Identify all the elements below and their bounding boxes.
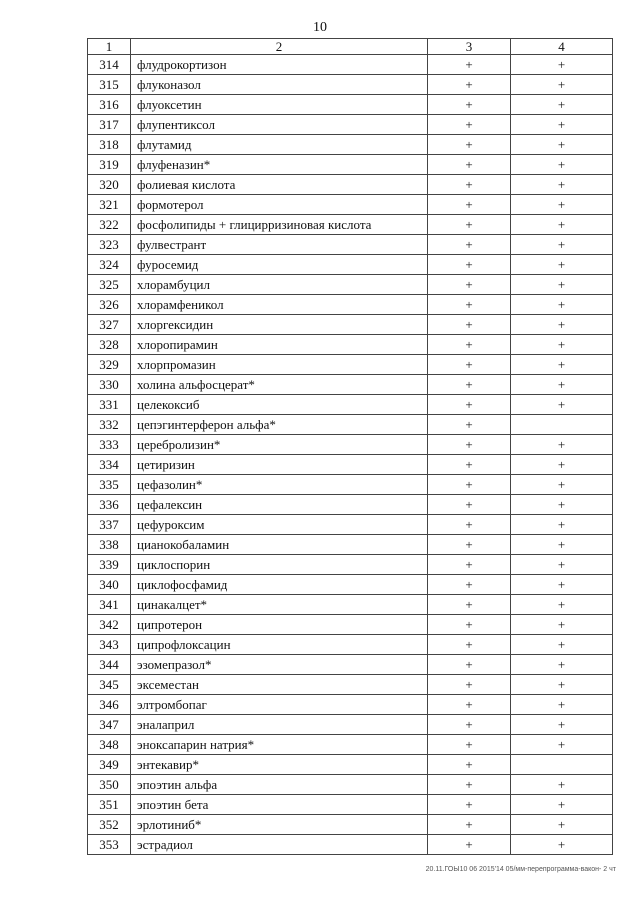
col3-mark: + xyxy=(428,575,511,595)
drug-name: эксеместан xyxy=(131,675,428,695)
row-number: 331 xyxy=(88,395,131,415)
table-row xyxy=(88,95,613,115)
row-number: 344 xyxy=(88,655,131,675)
drug-name: хлоргексидин xyxy=(131,315,428,335)
row-number: 342 xyxy=(88,615,131,635)
table-row xyxy=(88,615,613,635)
col4-mark: + xyxy=(511,95,613,115)
col3-mark: + xyxy=(428,75,511,95)
col3-mark: + xyxy=(428,675,511,695)
drug-name: фулвестрант xyxy=(131,235,428,255)
table-row xyxy=(88,475,613,495)
col3-mark: + xyxy=(428,295,511,315)
col4-mark: + xyxy=(511,335,613,355)
col3-mark: + xyxy=(428,95,511,115)
drug-name: цефуроксим xyxy=(131,515,428,535)
table-row xyxy=(88,455,613,475)
table-row xyxy=(88,535,613,555)
col3-mark: + xyxy=(428,135,511,155)
col3-mark: + xyxy=(428,815,511,835)
col3-mark: + xyxy=(428,175,511,195)
row-number: 348 xyxy=(88,735,131,755)
col4-mark: + xyxy=(511,635,613,655)
col4-mark: + xyxy=(511,115,613,135)
table-row xyxy=(88,495,613,515)
table-row xyxy=(88,295,613,315)
row-number: 330 xyxy=(88,375,131,395)
row-number: 324 xyxy=(88,255,131,275)
drug-name: энтекавир* xyxy=(131,755,428,775)
drug-name: цепэгинтерферон альфа* xyxy=(131,415,428,435)
col3-mark: + xyxy=(428,615,511,635)
drug-name: элтромбопаг xyxy=(131,695,428,715)
col4-mark: + xyxy=(511,555,613,575)
col4-mark: + xyxy=(511,55,613,75)
col3-mark: + xyxy=(428,375,511,395)
col3-mark: + xyxy=(428,715,511,735)
row-number: 315 xyxy=(88,75,131,95)
header-row xyxy=(88,39,613,55)
drug-name: хлорпромазин xyxy=(131,355,428,375)
drug-name: цефазолин* xyxy=(131,475,428,495)
col4-mark: + xyxy=(511,655,613,675)
row-number: 337 xyxy=(88,515,131,535)
col4-mark: + xyxy=(511,355,613,375)
col4-mark xyxy=(511,415,613,435)
col4-mark: + xyxy=(511,515,613,535)
col3-mark: + xyxy=(428,255,511,275)
col4-mark: + xyxy=(511,455,613,475)
row-number: 346 xyxy=(88,695,131,715)
col4-mark: + xyxy=(511,735,613,755)
drug-name: флупентиксол xyxy=(131,115,428,135)
col4-mark: + xyxy=(511,495,613,515)
col3-mark: + xyxy=(428,635,511,655)
drug-name: холина альфосцерат* xyxy=(131,375,428,395)
row-number: 325 xyxy=(88,275,131,295)
col3-mark: + xyxy=(428,835,511,855)
col3-mark: + xyxy=(428,395,511,415)
table-row xyxy=(88,815,613,835)
table-row xyxy=(88,595,613,615)
col3-mark: + xyxy=(428,455,511,475)
row-number: 323 xyxy=(88,235,131,255)
table-row xyxy=(88,75,613,95)
drug-name: флуфеназин* xyxy=(131,155,428,175)
row-number: 318 xyxy=(88,135,131,155)
drug-name: цефалексин xyxy=(131,495,428,515)
footer-stamp: 20.11.ГОЫ10 06 2015'14 05/мм-перепрограмма-вакон- 2 чт xyxy=(425,866,616,873)
row-number: 350 xyxy=(88,775,131,795)
drug-name: фуросемид xyxy=(131,255,428,275)
row-number: 339 xyxy=(88,555,131,575)
col3-mark: + xyxy=(428,215,511,235)
table-row xyxy=(88,195,613,215)
drug-name: эпоэтин бета xyxy=(131,795,428,815)
row-number: 327 xyxy=(88,315,131,335)
col4-mark: + xyxy=(511,775,613,795)
table-header xyxy=(88,39,613,55)
col4-mark: + xyxy=(511,615,613,635)
drug-name: ципротерон xyxy=(131,615,428,635)
col4-mark: + xyxy=(511,715,613,735)
row-number: 317 xyxy=(88,115,131,135)
col3-mark: + xyxy=(428,55,511,75)
row-number: 341 xyxy=(88,595,131,615)
drug-name: цинакалцет* xyxy=(131,595,428,615)
table-row xyxy=(88,235,613,255)
table-row xyxy=(88,55,613,75)
col4-mark: + xyxy=(511,375,613,395)
row-number: 320 xyxy=(88,175,131,195)
drug-name: эстрадиол xyxy=(131,835,428,855)
col4-mark: + xyxy=(511,595,613,615)
header-col-2: 2 xyxy=(131,39,428,55)
table-row xyxy=(88,355,613,375)
table-row xyxy=(88,255,613,275)
table-row xyxy=(88,135,613,155)
col4-mark: + xyxy=(511,155,613,175)
drug-name: эрлотиниб* xyxy=(131,815,428,835)
row-number: 347 xyxy=(88,715,131,735)
col4-mark: + xyxy=(511,215,613,235)
col4-mark: + xyxy=(511,195,613,215)
col4-mark: + xyxy=(511,795,613,815)
row-number: 321 xyxy=(88,195,131,215)
drug-name: циклофосфамид xyxy=(131,575,428,595)
row-number: 338 xyxy=(88,535,131,555)
drug-name: цетиризин xyxy=(131,455,428,475)
row-number: 314 xyxy=(88,55,131,75)
col3-mark: + xyxy=(428,515,511,535)
col4-mark: + xyxy=(511,695,613,715)
row-number: 332 xyxy=(88,415,131,435)
table-row xyxy=(88,755,613,775)
drug-name: цианокобаламин xyxy=(131,535,428,555)
col3-mark: + xyxy=(428,315,511,335)
table-row xyxy=(88,315,613,335)
col4-mark: + xyxy=(511,235,613,255)
row-number: 328 xyxy=(88,335,131,355)
col3-mark: + xyxy=(428,695,511,715)
col3-mark: + xyxy=(428,475,511,495)
table-row xyxy=(88,515,613,535)
drug-name: флуоксетин xyxy=(131,95,428,115)
drug-name: эпоэтин альфа xyxy=(131,775,428,795)
drug-name: эноксапарин натрия* xyxy=(131,735,428,755)
col4-mark: + xyxy=(511,475,613,495)
col4-mark: + xyxy=(511,255,613,275)
table-row xyxy=(88,215,613,235)
row-number: 352 xyxy=(88,815,131,835)
row-number: 326 xyxy=(88,295,131,315)
col3-mark: + xyxy=(428,495,511,515)
drug-name: формотерол xyxy=(131,195,428,215)
col4-mark: + xyxy=(511,435,613,455)
drug-name: целекоксиб xyxy=(131,395,428,415)
col3-mark: + xyxy=(428,335,511,355)
row-number: 333 xyxy=(88,435,131,455)
table-row xyxy=(88,775,613,795)
drug-name: флутамид xyxy=(131,135,428,155)
col3-mark: + xyxy=(428,535,511,555)
table-row xyxy=(88,675,613,695)
col4-mark: + xyxy=(511,295,613,315)
col3-mark: + xyxy=(428,795,511,815)
col3-mark: + xyxy=(428,755,511,775)
table-row xyxy=(88,115,613,135)
drug-name: церебролизин* xyxy=(131,435,428,455)
col4-mark: + xyxy=(511,135,613,155)
table-row xyxy=(88,335,613,355)
drug-name: эзомепразол* xyxy=(131,655,428,675)
row-number: 316 xyxy=(88,95,131,115)
table-row xyxy=(88,435,613,455)
col4-mark: + xyxy=(511,835,613,855)
row-number: 349 xyxy=(88,755,131,775)
table-row xyxy=(88,575,613,595)
col4-mark xyxy=(511,755,613,775)
drug-name: хлоропирамин xyxy=(131,335,428,355)
table-row xyxy=(88,415,613,435)
col4-mark: + xyxy=(511,75,613,95)
table-row xyxy=(88,715,613,735)
col4-mark: + xyxy=(511,815,613,835)
row-number: 329 xyxy=(88,355,131,375)
col3-mark: + xyxy=(428,775,511,795)
table-row xyxy=(88,795,613,815)
table-body xyxy=(88,55,613,855)
table-row xyxy=(88,375,613,395)
col3-mark: + xyxy=(428,235,511,255)
col3-mark: + xyxy=(428,115,511,135)
col3-mark: + xyxy=(428,655,511,675)
col3-mark: + xyxy=(428,595,511,615)
col4-mark: + xyxy=(511,395,613,415)
table-row xyxy=(88,275,613,295)
table-row xyxy=(88,395,613,415)
row-number: 322 xyxy=(88,215,131,235)
table-row xyxy=(88,735,613,755)
page-number: 10 xyxy=(313,20,327,35)
col3-mark: + xyxy=(428,415,511,435)
col3-mark: + xyxy=(428,555,511,575)
col4-mark: + xyxy=(511,575,613,595)
table-row xyxy=(88,555,613,575)
row-number: 335 xyxy=(88,475,131,495)
col3-mark: + xyxy=(428,195,511,215)
table-row xyxy=(88,695,613,715)
drug-name: хлорамфеникол xyxy=(131,295,428,315)
col4-mark: + xyxy=(511,315,613,335)
row-number: 334 xyxy=(88,455,131,475)
row-number: 351 xyxy=(88,795,131,815)
drug-name: эналаприл xyxy=(131,715,428,735)
table-row xyxy=(88,655,613,675)
col3-mark: + xyxy=(428,275,511,295)
row-number: 353 xyxy=(88,835,131,855)
col3-mark: + xyxy=(428,435,511,455)
header-col-1: 1 xyxy=(88,39,131,55)
col4-mark: + xyxy=(511,535,613,555)
header-col-3: 3 xyxy=(428,39,511,55)
col3-mark: + xyxy=(428,155,511,175)
table-row xyxy=(88,175,613,195)
col4-mark: + xyxy=(511,275,613,295)
row-number: 319 xyxy=(88,155,131,175)
header-col-4: 4 xyxy=(511,39,613,55)
col3-mark: + xyxy=(428,355,511,375)
row-number: 343 xyxy=(88,635,131,655)
drug-name: флуконазол xyxy=(131,75,428,95)
row-number: 336 xyxy=(88,495,131,515)
col4-mark: + xyxy=(511,175,613,195)
drug-name: ципрофлоксацин xyxy=(131,635,428,655)
drug-name: фолиевая кислота xyxy=(131,175,428,195)
row-number: 340 xyxy=(88,575,131,595)
drug-name: циклоспорин xyxy=(131,555,428,575)
drug-name: флудрокортизон xyxy=(131,55,428,75)
col4-mark: + xyxy=(511,675,613,695)
drug-name: фосфолипиды + глицирризиновая кислота xyxy=(131,215,428,235)
drug-name: хлорамбуцил xyxy=(131,275,428,295)
table-row xyxy=(88,155,613,175)
table-row xyxy=(88,835,613,855)
table-row xyxy=(88,635,613,655)
drug-table xyxy=(87,38,613,855)
row-number: 345 xyxy=(88,675,131,695)
col3-mark: + xyxy=(428,735,511,755)
